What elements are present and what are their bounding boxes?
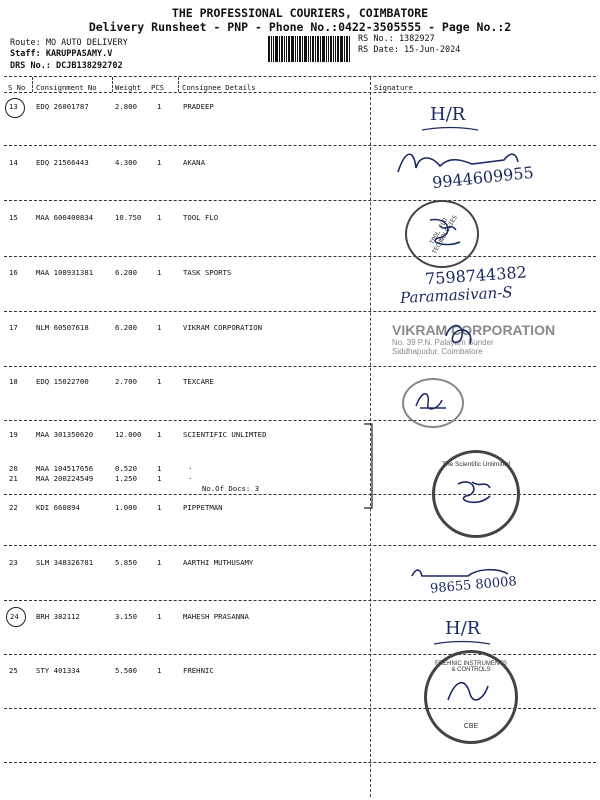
drs-number: DRS No.: DCJB138292702: [10, 61, 123, 71]
row-sno: 23: [9, 558, 18, 567]
row-pcs: 1: [157, 158, 162, 167]
row-consignment: EDQ 26001787: [36, 102, 89, 111]
row-pcs: 1: [157, 474, 162, 483]
col-divider: [32, 77, 33, 92]
barcode-bar: [320, 36, 321, 62]
row-separator: [4, 762, 596, 763]
barcode-bar: [275, 36, 278, 62]
rs-number: RS No.: 1382927: [358, 34, 435, 44]
row-sno: 18: [9, 377, 18, 386]
barcode-bar: [279, 36, 280, 62]
row-consignment: KDI 660894: [36, 503, 80, 512]
barcode-bar: [299, 36, 301, 62]
row-sno: 15: [9, 213, 18, 222]
row-separator: [4, 256, 596, 257]
row-sno: 24: [10, 612, 19, 621]
table-top-rule: [4, 76, 596, 77]
row-sno: 25: [9, 666, 18, 675]
row-pcs: 1: [157, 430, 162, 439]
row-weight: 12.000: [115, 430, 142, 439]
barcode-bar: [288, 36, 290, 62]
signature-16-phone: 7598744382: [424, 262, 528, 289]
col-header-signature: Signature: [374, 83, 413, 92]
barcode-bar: [346, 36, 348, 62]
row-consignment: EDQ 15022700: [36, 377, 89, 386]
barcode-bar: [349, 36, 350, 62]
company-title: THE PROFESSIONAL COURIERS, COIMBATORE: [171, 6, 429, 20]
barcode-bar: [297, 36, 298, 62]
barcode-bar: [312, 36, 314, 62]
signature-13: H/R: [430, 104, 466, 125]
barcode-bar: [273, 36, 274, 62]
row-separator: [4, 600, 596, 601]
col-header-pcs: PCS: [151, 83, 164, 92]
staff-label: Staff: KARUPPASAMY.V: [10, 49, 113, 59]
stamp-line-1: VIKRAM CORPORATION: [392, 322, 556, 338]
row-sno: 21: [9, 474, 18, 483]
row-consignee: PIPPETMAN: [183, 503, 223, 512]
col-divider: [178, 77, 179, 92]
stamp-text: The Scientific Unlimited: [442, 461, 510, 468]
row-separator: [4, 200, 596, 201]
barcode-bar: [315, 36, 316, 62]
signature-18-scribble: [412, 386, 452, 416]
row-sno: 20: [9, 464, 18, 473]
row-weight: 0.520: [115, 464, 137, 473]
row-separator: [4, 654, 596, 655]
vikram-stamp: [392, 322, 582, 356]
signature-17-scribble: [440, 316, 480, 356]
barcode-bar: [333, 36, 334, 62]
row-weight: 1.250: [115, 474, 137, 483]
barcode-bar: [310, 36, 311, 62]
row-weight: 10.750: [115, 213, 142, 222]
stamp-text: TOOL FLO TECHNOLOGIES: [428, 214, 459, 256]
row-pcs: 1: [157, 503, 162, 512]
row-weight: 5.850: [115, 558, 137, 567]
row-sno: 14: [9, 158, 18, 167]
row-consignment: MAA 301350620: [36, 430, 94, 439]
row-pcs: 1: [157, 666, 162, 675]
row-sno: 19: [9, 430, 18, 439]
row-weight: 2.800: [115, 102, 137, 111]
row-consignee: TASK SPORTS: [183, 268, 232, 277]
row-consignment: STY 401334: [36, 666, 80, 675]
barcode-bar: [328, 36, 329, 62]
row-sno: 16: [9, 268, 18, 277]
row-weight: 4.300: [115, 158, 137, 167]
route-label: Route: MO AUTO DELIVERY: [10, 38, 128, 48]
stamp-text: FREHNIC INSTRUMENTS & CONTROLS: [435, 661, 507, 673]
row-consignee: PRADEEP: [183, 102, 214, 111]
signature-16-name: Paramasivan-S: [399, 283, 513, 307]
row-consignee: TEXCARE: [183, 377, 214, 386]
barcode-bar: [344, 36, 345, 62]
row-consignment: MAA 600400834: [36, 213, 94, 222]
signature-underline: [432, 638, 492, 648]
row-consignee: MAHESH PRASANNA: [183, 612, 249, 621]
row-pcs: 1: [157, 612, 162, 621]
signature-19-scribble: [450, 474, 500, 510]
barcode-bar: [284, 36, 285, 62]
signature-underline: [420, 124, 480, 134]
header-rule: [4, 92, 596, 93]
row-sno: 13: [9, 102, 18, 111]
row-separator: [4, 311, 596, 312]
barcode: [268, 36, 354, 62]
col-divider: [112, 77, 113, 92]
barcode-bar: [304, 36, 307, 62]
row-sno: 22: [9, 503, 18, 512]
signature-23-phone: 98655 80008: [429, 574, 518, 597]
row-consignment: MAA 200224549: [36, 474, 94, 483]
row-consignee: .: [188, 462, 193, 471]
barcode-bar: [268, 36, 270, 62]
row-pcs: 1: [157, 323, 162, 332]
row-consignment: BRH 382112: [36, 612, 80, 621]
signature-24: H/R: [445, 618, 481, 639]
barcode-bar: [295, 36, 296, 62]
barcode-bar: [317, 36, 319, 62]
row-pcs: 1: [157, 268, 162, 277]
runsheet-subtitle: Delivery Runsheet - PNP - Phone No.:0422-3505555 - Page No.:2: [88, 20, 512, 34]
signature-14-phone: 9944609955: [431, 162, 535, 193]
row-weight: 5.500: [115, 666, 137, 675]
stamp-line-2: No. 39 P.N. Palayam Sunder: [392, 338, 494, 347]
barcode-bar: [326, 36, 327, 62]
row-consignee: FREHNIC: [183, 666, 214, 675]
row-consignee: AKANA: [183, 158, 205, 167]
signature-15-scribble: [420, 212, 470, 252]
rs-date: RS Date: 15-Jun-2024: [358, 45, 461, 55]
row-consignee: AARTHI MUTHUSAMY: [183, 558, 254, 567]
row-pcs: 1: [157, 213, 162, 222]
row-consignment: SLM 348326781: [36, 558, 94, 567]
row-pcs: 1: [157, 377, 162, 386]
col-header-sno: S No: [8, 83, 26, 92]
barcode-bar: [335, 36, 336, 62]
barcode-bar: [337, 36, 339, 62]
row-consignee: TOOL FLO: [183, 213, 219, 222]
row-weight: 6.200: [115, 268, 137, 277]
row-consignment: MAA 100931381: [36, 268, 94, 277]
row-separator: [4, 545, 596, 546]
barcode-bar: [281, 36, 283, 62]
barcode-bar: [271, 36, 272, 62]
row-consignee: SCIENTIFIC UNLIMTED: [183, 430, 267, 439]
stamp-line-3: Siddhapudur, Coimbatore: [392, 347, 483, 356]
row-weight: 3.150: [115, 612, 137, 621]
docs-count: No.Of Docs: 3: [202, 484, 260, 493]
barcode-bar: [286, 36, 287, 62]
col-header-consignee: Consignee Details: [182, 83, 256, 92]
row-consignment: EDQ 21566443: [36, 158, 89, 167]
barcode-bar: [330, 36, 332, 62]
row-consignee: .: [188, 472, 193, 481]
group-bracket: [360, 422, 380, 512]
col-header-consignment: Consignment No: [36, 83, 97, 92]
row-consignment: MAA 104517656: [36, 464, 94, 473]
row-separator: [4, 420, 596, 421]
row-weight: 2.700: [115, 377, 137, 386]
row-separator: [4, 366, 596, 367]
row-sno: 17: [9, 323, 18, 332]
row-consignee: VIKRAM CORPORATION: [183, 323, 263, 332]
row-pcs: 1: [157, 102, 162, 111]
row-pcs: 1: [157, 558, 162, 567]
row-weight: 1.000: [115, 503, 137, 512]
row-pcs: 1: [157, 464, 162, 473]
barcode-bar: [291, 36, 294, 62]
barcode-bar: [322, 36, 325, 62]
signature-25-scribble: [440, 672, 496, 712]
stamp-city: CBE: [463, 723, 479, 730]
barcode-bar: [340, 36, 343, 62]
row-consignment: NLM 60507618: [36, 323, 89, 332]
barcode-bar: [308, 36, 309, 62]
col-header-weight: Weight: [115, 83, 141, 92]
barcode-bar: [302, 36, 303, 62]
row-weight: 6.200: [115, 323, 137, 332]
